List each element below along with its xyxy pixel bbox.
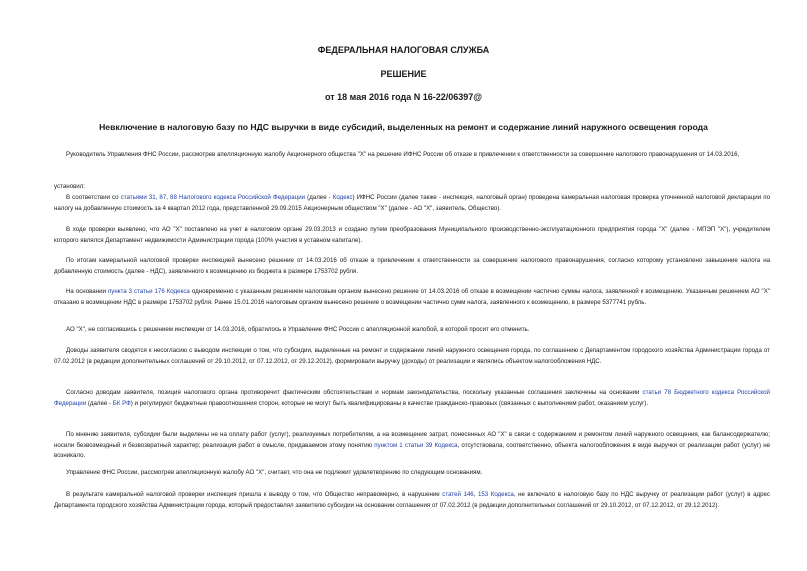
text-run: Согласно доводам заявителя, позиция налогового органа противоречит фактическим обстоятельствам и нормам законодательства, поскольку указанные соглашения заключены на основании [66,389,643,396]
paragraph-refund-decision [54,287,770,308]
link-article-176[interactable]: пункта 3 статьи 176 Кодекса [107,288,190,295]
link-code[interactable]: Кодекс [332,194,353,201]
link-article-39[interactable]: пунктом 1 статьи 39 Кодекса [374,441,458,449]
text-run: , не включало в налоговую базу по НДС выручку от реализации работ (услуг) в адрес Департамента городского хозяйства Администрации города, который предоставлял заявителю субсидии на основании соглашения от 07.02.2012 (в редакции дополнительных соглашений от 29.10.2012, от 07.12.2012, от 29.12.2012). [54,491,770,509]
paragraph-inspection [54,193,770,214]
document-subject: Невключение в налоговую базу по НДС выручки в виде субсидий, выделенных на ремонт и содержание линий наружного освещения города [99,122,708,132]
link-budget-code-article-78[interactable]: статьи 78 Бюджетного кодекса Российской Федерации [54,389,770,407]
link-article-153[interactable]: 153 Кодекса [477,491,514,498]
paragraph-established: установил: [54,183,86,190]
text-run: В соответствии со [66,194,121,201]
text-run: ) ИФНС России (далее также - инспекция, налоговый орган) проведена камеральная налоговая проверка уточненной налоговой декларации по налогу на добавленную стоимость за 4 квартал 2012 года, представленной 29.09.2015 Акционерным обществом "Х" (далее - АО "Х", заявитель, Общество). [54,194,770,212]
paragraph-registration: В ходе проверки выявлено, что АО "Х" поставлено на учет в налоговом органе 29.03.2013 и создано путем преобразования Муниципального производственно-эксплуатационного предприятия города "Х" (далее - МПЭП "Х"), учредителем которого являлся Департамент недвижимости Администрации города (100% участия в уставном капитале). [54,226,770,244]
text-run: , отсутствовала, соответственно, объекта налогообложения в виде выручки от реализации работ (услуг) не возникало. [54,441,771,459]
link-bk-rf[interactable]: БК РФ [112,399,131,407]
paragraph-applicant-position [54,388,770,409]
paragraph-arguments: Доводы заявителя сводятся к несогласию с выводом инспекции о том, что субсидии, выделенные на ремонт и содержание линий наружного освещения города, по соглашению с Департаментом городского хозяйства Администрации города от 07.02.2012 (в редакции дополнительных соглашений от 29.10.2012, от 07.12.2012, от 29.12.2012), формировали выручку (доходы) от реализации и являлись объектом налогообложения НДС. [54,347,770,365]
paragraph-audit-results: По итогам камеральной налоговой проверки инспекцией вынесено решение от 14.03.2016 об отказе в привлечении к ответственности за совершение налогового правонарушения, согласно которому установлено завышение налога на добавленную стоимость (далее - НДС), заявленного к возмещению из бюджета в размере 1753702 рубля. [54,257,770,275]
document-date-number: от 18 мая 2016 года N 16-22/06397@ [324,92,483,102]
paragraph-appeal: АО "Х", не согласившись с решением инспекции от 14.03.2016, обратилось в Управление ФНС России с апелляционной жалобой, в которой просит его отменить. [66,326,530,333]
text-run: На основании [66,288,108,295]
text-run: ) и регулируют бюджетные правоотношения сторон, которые не могут быть квалифицированы в качестве гражданско-правовых (связанных с выполнением работ, оказанием услуг). [130,399,649,407]
link-tax-code-articles[interactable]: статьями 31, 87, 88 Налогового кодекса Российской Федерации [120,194,306,201]
paragraph-intro: Руководитель Управления ФНС России, рассмотрев апелляционную жалобу Акционерного общества "Х" на решение ИФНС России об отказе в привлечении к ответственности за совершение налогового правонарушения от 14.03.2016, [66,151,740,158]
paragraph-applicant-opinion [54,430,770,462]
text-run: , [473,491,478,498]
document-type: РЕШЕНИЕ [380,69,427,79]
text-run: (далее - [305,194,333,201]
paragraph-department-view: Управление ФНС России, рассмотрев апелляционную жалобу АО "Х", считает, что она не подлежит удовлетворению по следующим основаниям. [66,469,483,476]
text-run: (далее - [86,399,113,407]
text-run: В результате камеральной налоговой проверки инспекция пришла к выводу о том, что Общество неправомерно, в нарушение [66,491,443,498]
agency-title: ФЕДЕРАЛЬНАЯ НАЛОГОВАЯ СЛУЖБА [317,45,490,55]
link-article-146[interactable]: статей 146 [442,491,474,498]
paragraph-conclusion [54,490,770,511]
text-run: По мнению заявителя, субсидии были выделены не на оплату работ (услуг), реализуемых потребителям, а на возмещение затрат, понесенных АО "Х" в связи с содержанием и ремонтом линий наружного освещения, как балансодержателю; носили безвозмездный и безвозвратный характер; реализация работ в смысле, придаваемом этому понятию [54,431,770,449]
text-run: одновременно с указанным решением налоговым органом вынесено решение от 14.03.2016 об отказе в возмещении частично суммы налога, заявленной к возмещению. Указанным решением АО "Х" отказано в возмещении НДС в размере 1753702 рубля. Ранее 15.01.2016 налоговым органом вынесено решение о возмещении частично сумм налога, заявленного к возмещению, в размере 5377741 рубль. [54,288,771,306]
